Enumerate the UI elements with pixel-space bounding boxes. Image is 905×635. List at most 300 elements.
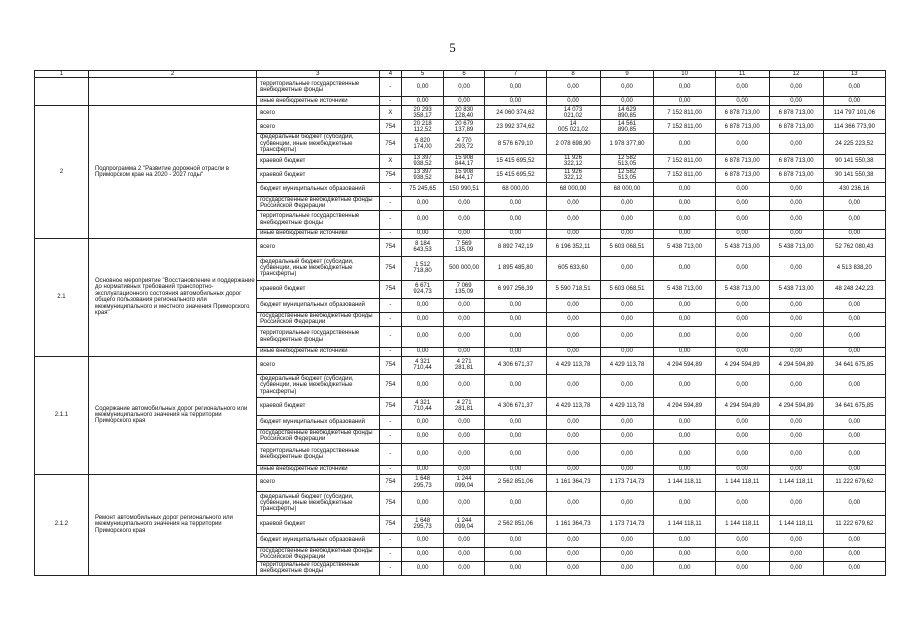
amount-cell: 7 152 811,00 (654, 154, 715, 168)
amount-cell: 14 561 890,85 (600, 120, 654, 134)
amount-cell: 0,00 (823, 547, 885, 561)
amount-cell: 0,00 (600, 533, 654, 547)
amount-cell: 0,00 (485, 196, 546, 210)
grbs-code-cell: 754 (379, 134, 402, 154)
amount-cell: 13 397 938,52 (402, 154, 444, 168)
amount-cell: 6 878 713,00 (715, 168, 769, 182)
amount-cell: 48 248 242,23 (823, 280, 885, 298)
funding-source-cell: бюджет муниципальных образований (257, 182, 379, 196)
amount-cell: 0,00 (715, 78, 769, 97)
amount-cell: 6 671 924,73 (402, 280, 444, 298)
funding-source-cell: бюджет муниципальных образований (257, 533, 379, 547)
amount-cell: 0,00 (823, 429, 885, 443)
grbs-code-cell: - (379, 429, 402, 443)
funding-source-cell: иные внебюджетные источники (257, 229, 379, 238)
amount-cell: 0,00 (715, 533, 769, 547)
amount-cell: 0,00 (769, 561, 823, 575)
grbs-code-cell: - (379, 210, 402, 229)
grbs-code-cell: - (379, 298, 402, 312)
amount-cell: 0,00 (443, 97, 485, 106)
funding-source-cell: федеральный бюджет (субсидии, субвенции, иные межбюджетные трансферты) (257, 374, 379, 397)
grbs-code-cell: - (379, 547, 402, 561)
amount-cell: 0,00 (402, 210, 444, 229)
amount-cell: 150 990,51 (443, 182, 485, 196)
amount-cell: 0,00 (715, 196, 769, 210)
amount-cell: 11 926 322,12 (546, 154, 600, 168)
funding-source-cell: государственные внебюджетные фонды Российской Федерации (257, 547, 379, 561)
amount-cell: 0,00 (654, 229, 715, 238)
amount-cell: 0,00 (769, 465, 823, 474)
amount-cell: 0,00 (769, 326, 823, 347)
amount-cell: 0,00 (600, 415, 654, 429)
amount-cell: 1 144 118,11 (715, 474, 769, 491)
amount-cell: 0,00 (823, 347, 885, 356)
amount-cell: 0,00 (546, 229, 600, 238)
amount-cell: 0,00 (402, 491, 444, 515)
grbs-code-cell: 754 (379, 397, 402, 415)
row-number-cell: 2 (35, 106, 89, 238)
amount-cell: 0,00 (402, 298, 444, 312)
amount-cell: 13 397 938,52 (402, 168, 444, 182)
amount-cell: 0,00 (546, 210, 600, 229)
amount-cell: 0,00 (654, 561, 715, 575)
amount-cell: 0,00 (402, 196, 444, 210)
amount-cell: 0,00 (654, 547, 715, 561)
grbs-code-cell: 754 (379, 280, 402, 298)
amount-cell: 0,00 (485, 326, 546, 347)
amount-cell: 4 294 594,89 (654, 356, 715, 374)
amount-cell: 0,00 (485, 374, 546, 397)
amount-cell: 0,00 (715, 312, 769, 326)
amount-cell: 4 271 281,81 (443, 356, 485, 374)
amount-cell: 114 366 773,90 (823, 120, 885, 134)
amount-cell: 15 908 844,17 (443, 154, 485, 168)
amount-cell: 0,00 (402, 547, 444, 561)
amount-cell: 68 000,00 (546, 182, 600, 196)
amount-cell: 0,00 (485, 465, 546, 474)
amount-cell: 114 797 101,06 (823, 106, 885, 120)
amount-cell: 1 161 364,73 (546, 515, 600, 533)
amount-cell: 0,00 (823, 298, 885, 312)
amount-cell: 0,00 (823, 326, 885, 347)
amount-cell: 11 222 679,62 (823, 474, 885, 491)
amount-cell: 6 997 256,39 (485, 280, 546, 298)
amount-cell: 68 000,00 (600, 182, 654, 196)
amount-cell: 0,00 (769, 443, 823, 465)
amount-cell: 24 225 223,52 (823, 134, 885, 154)
funding-source-cell: краевой бюджет (257, 154, 379, 168)
amount-cell: 0,00 (546, 429, 600, 443)
amount-cell: 0,00 (654, 182, 715, 196)
amount-cell: 0,00 (443, 415, 485, 429)
amount-cell: 0,00 (654, 298, 715, 312)
amount-cell: 0,00 (654, 210, 715, 229)
amount-cell: 0,00 (654, 415, 715, 429)
amount-cell: 0,00 (654, 443, 715, 465)
amount-cell: 1 512 718,80 (402, 256, 444, 280)
row-number-cell: 2.1 (35, 238, 89, 356)
amount-cell: 0,00 (715, 429, 769, 443)
amount-cell: 0,00 (443, 196, 485, 210)
amount-cell: 8 184 643,53 (402, 238, 444, 256)
amount-cell: 0,00 (823, 491, 885, 515)
grbs-code-cell: Х (379, 106, 402, 120)
amount-cell: 1 161 364,73 (546, 474, 600, 491)
amount-cell: 0,00 (600, 229, 654, 238)
amount-cell: 0,00 (485, 229, 546, 238)
amount-cell: 6 878 713,00 (769, 154, 823, 168)
amount-cell: 0,00 (600, 347, 654, 356)
funding-source-cell: всего (257, 356, 379, 374)
amount-cell: 0,00 (654, 196, 715, 210)
row-name-cell (88, 78, 256, 106)
amount-cell: 4 321 710,44 (402, 356, 444, 374)
amount-cell: 430 236,16 (823, 182, 885, 196)
amount-cell: 15 908 844,17 (443, 168, 485, 182)
column-number-cell: 3 (257, 71, 379, 78)
row-number-cell (35, 78, 89, 106)
amount-cell: 500 000,00 (443, 256, 485, 280)
amount-cell: 0,00 (715, 465, 769, 474)
amount-cell: 0,00 (546, 491, 600, 515)
amount-cell: 0,00 (823, 196, 885, 210)
column-numbers-row (35, 71, 886, 78)
amount-cell: 0,00 (823, 97, 885, 106)
amount-cell: 8 892 742,19 (485, 238, 546, 256)
amount-cell: 4 321 710,44 (402, 397, 444, 415)
funding-source-cell: всего (257, 120, 379, 134)
amount-cell: 0,00 (769, 533, 823, 547)
amount-cell: 0,00 (715, 97, 769, 106)
amount-cell: 0,00 (823, 78, 885, 97)
column-number-cell: 9 (600, 71, 654, 78)
amount-cell: 68 000,00 (485, 182, 546, 196)
amount-cell: 0,00 (823, 210, 885, 229)
budget-table (34, 70, 886, 576)
amount-cell: 14 005 021,02 (546, 120, 600, 134)
grbs-code-cell: - (379, 347, 402, 356)
amount-cell: 90 141 550,38 (823, 154, 885, 168)
grbs-code-cell: 754 (379, 238, 402, 256)
amount-cell: 34 641 675,85 (823, 397, 885, 415)
amount-cell: 1 173 714,73 (600, 474, 654, 491)
amount-cell: 0,00 (654, 134, 715, 154)
amount-cell: 0,00 (600, 465, 654, 474)
amount-cell: 5 590 718,51 (546, 280, 600, 298)
funding-source-cell: всего (257, 106, 379, 120)
amount-cell: 0,00 (485, 78, 546, 97)
amount-cell: 0,00 (600, 491, 654, 515)
funding-source-cell: бюджет муниципальных образований (257, 415, 379, 429)
amount-cell: 15 415 695,52 (485, 154, 546, 168)
amount-cell: 0,00 (769, 312, 823, 326)
amount-cell: 0,00 (546, 443, 600, 465)
amount-cell: 0,00 (402, 443, 444, 465)
amount-cell: 2 562 851,06 (485, 474, 546, 491)
funding-source-cell: федеральный бюджет (субсидии, субвенции, иные межбюджетные трансферты) (257, 491, 379, 515)
amount-cell: 0,00 (715, 374, 769, 397)
amount-cell: 0,00 (654, 312, 715, 326)
funding-source-cell: федеральный бюджет (субсидии, субвенции, иные межбюджетные трансферты) (257, 134, 379, 154)
amount-cell: 0,00 (546, 547, 600, 561)
amount-cell: 0,00 (402, 429, 444, 443)
amount-cell: 0,00 (769, 78, 823, 97)
amount-cell: 11 222 679,62 (823, 515, 885, 533)
amount-cell: 0,00 (769, 210, 823, 229)
amount-cell: 0,00 (823, 374, 885, 397)
amount-cell: 0,00 (443, 429, 485, 443)
amount-cell: 0,00 (600, 547, 654, 561)
amount-cell: 0,00 (715, 347, 769, 356)
amount-cell: 0,00 (485, 443, 546, 465)
amount-cell: 0,00 (654, 97, 715, 106)
amount-cell: 5 438 713,00 (769, 280, 823, 298)
amount-cell: 4 429 113,78 (600, 356, 654, 374)
amount-cell: 0,00 (769, 134, 823, 154)
amount-cell: 1 244 099,04 (443, 515, 485, 533)
amount-cell: 0,00 (600, 256, 654, 280)
amount-cell: 0,00 (715, 229, 769, 238)
row-name-cell: Подпрограмма 2 "Развитие дорожной отрасли в Приморском крае на 2020 - 2027 годы" (88, 106, 256, 238)
grbs-code-cell: - (379, 443, 402, 465)
amount-cell: 0,00 (402, 78, 444, 97)
amount-cell: 0,00 (443, 465, 485, 474)
amount-cell: 0,00 (823, 443, 885, 465)
funding-source-cell: территориальные государственные внебюджетные фонды (257, 443, 379, 465)
grbs-code-cell: 754 (379, 256, 402, 280)
funding-source-cell: государственные внебюджетные фонды Российской Федерации (257, 196, 379, 210)
funding-source-cell: государственные внебюджетные фонды Российской Федерации (257, 312, 379, 326)
amount-cell: 4 294 594,89 (769, 397, 823, 415)
table-row (35, 78, 886, 97)
amount-cell: 0,00 (823, 415, 885, 429)
grbs-code-cell: Х (379, 154, 402, 168)
amount-cell: 0,00 (715, 443, 769, 465)
amount-cell: 0,00 (600, 298, 654, 312)
amount-cell: 4 429 113,78 (546, 356, 600, 374)
amount-cell: 5 438 713,00 (769, 238, 823, 256)
amount-cell: 0,00 (402, 326, 444, 347)
amount-cell: 0,00 (546, 347, 600, 356)
amount-cell: 0,00 (485, 491, 546, 515)
table-row (35, 106, 886, 120)
amount-cell: 4 294 594,89 (769, 356, 823, 374)
column-number-cell: 12 (769, 71, 823, 78)
amount-cell: 20 830 128,40 (443, 106, 485, 120)
amount-cell: 0,00 (546, 374, 600, 397)
funding-source-cell: всего (257, 474, 379, 491)
amount-cell: 1 144 118,11 (654, 515, 715, 533)
funding-source-cell: федеральный бюджет (субсидии, субвенции, иные межбюджетные трансферты) (257, 256, 379, 280)
amount-cell: 6 878 713,00 (769, 106, 823, 120)
grbs-code-cell: 754 (379, 356, 402, 374)
amount-cell: 0,00 (402, 415, 444, 429)
amount-cell: 0,00 (769, 429, 823, 443)
page-number: 5 (449, 40, 456, 55)
amount-cell: 4 770 293,72 (443, 134, 485, 154)
amount-cell: 7 152 811,00 (654, 106, 715, 120)
grbs-code-cell: 754 (379, 474, 402, 491)
amount-cell: 0,00 (443, 347, 485, 356)
amount-cell: 0,00 (769, 374, 823, 397)
grbs-code-cell: 754 (379, 120, 402, 134)
amount-cell: 4 306 671,37 (485, 397, 546, 415)
amount-cell: 0,00 (715, 547, 769, 561)
amount-cell: 0,00 (823, 229, 885, 238)
amount-cell: 4 294 594,89 (654, 397, 715, 415)
amount-cell: 20 293 358,17 (402, 106, 444, 120)
amount-cell: 14 629 890,85 (600, 106, 654, 120)
amount-cell: 20 679 137,89 (443, 120, 485, 134)
amount-cell: 0,00 (443, 547, 485, 561)
amount-cell: 0,00 (402, 561, 444, 575)
amount-cell: 0,00 (402, 97, 444, 106)
amount-cell: 4 271 281,81 (443, 397, 485, 415)
row-number-cell: 2.1.2 (35, 474, 89, 575)
amount-cell: 20 218 112,52 (402, 120, 444, 134)
grbs-code-cell: - (379, 465, 402, 474)
amount-cell: 0,00 (715, 415, 769, 429)
funding-source-cell: краевой бюджет (257, 280, 379, 298)
amount-cell: 0,00 (485, 312, 546, 326)
amount-cell: 0,00 (485, 547, 546, 561)
amount-cell: 6 878 713,00 (769, 168, 823, 182)
amount-cell: 0,00 (546, 312, 600, 326)
amount-cell: 8 576 679,10 (485, 134, 546, 154)
amount-cell: 5 603 068,51 (600, 238, 654, 256)
amount-cell: 0,00 (715, 561, 769, 575)
amount-cell: 0,00 (443, 443, 485, 465)
amount-cell: 4 429 113,78 (546, 397, 600, 415)
amount-cell: 6 878 713,00 (715, 120, 769, 134)
amount-cell: 12 582 513,05 (600, 154, 654, 168)
amount-cell: 0,00 (654, 374, 715, 397)
amount-cell: 0,00 (715, 210, 769, 229)
amount-cell: 4 429 113,78 (600, 397, 654, 415)
amount-cell: 52 762 080,43 (823, 238, 885, 256)
funding-source-cell: территориальные государственные внебюджетные фонды (257, 326, 379, 347)
grbs-code-cell: - (379, 182, 402, 196)
funding-source-cell: краевой бюджет (257, 397, 379, 415)
amount-cell: 4 513 838,20 (823, 256, 885, 280)
column-number-cell: 11 (715, 71, 769, 78)
amount-cell: 0,00 (769, 182, 823, 196)
amount-cell: 0,00 (600, 561, 654, 575)
amount-cell: 6 820 174,00 (402, 134, 444, 154)
amount-cell: 0,00 (546, 298, 600, 312)
amount-cell: 1 144 118,11 (654, 474, 715, 491)
amount-cell: 4 294 594,89 (715, 356, 769, 374)
amount-cell: 0,00 (485, 415, 546, 429)
amount-cell: 0,00 (546, 561, 600, 575)
amount-cell: 7 069 135,09 (443, 280, 485, 298)
funding-source-cell: краевой бюджет (257, 168, 379, 182)
amount-cell: 6 196 352,11 (546, 238, 600, 256)
amount-cell: 0,00 (485, 429, 546, 443)
funding-source-cell: территориальные государственные внебюджетные фонды (257, 78, 379, 97)
amount-cell: 5 438 713,00 (715, 280, 769, 298)
grbs-code-cell: - (379, 415, 402, 429)
funding-source-cell: иные внебюджетные источники (257, 97, 379, 106)
table-body (35, 71, 886, 576)
amount-cell: 2 562 851,06 (485, 515, 546, 533)
amount-cell: 0,00 (769, 229, 823, 238)
column-number-cell: 1 (35, 71, 89, 78)
column-number-cell: 13 (823, 71, 885, 78)
grbs-code-cell: 754 (379, 168, 402, 182)
amount-cell: 90 141 550,38 (823, 168, 885, 182)
funding-source-cell: краевой бюджет (257, 515, 379, 533)
amount-cell: 5 603 068,51 (600, 280, 654, 298)
amount-cell: 0,00 (654, 491, 715, 515)
grbs-code-cell: - (379, 78, 402, 97)
amount-cell: 75 245,65 (402, 182, 444, 196)
column-number-cell: 10 (654, 71, 715, 78)
grbs-code-cell: 754 (379, 374, 402, 397)
amount-cell: 0,00 (823, 561, 885, 575)
grbs-code-cell: 754 (379, 515, 402, 533)
amount-cell: 0,00 (546, 97, 600, 106)
amount-cell: 1 144 118,11 (715, 515, 769, 533)
amount-cell: 0,00 (402, 533, 444, 547)
amount-cell: 0,00 (546, 78, 600, 97)
amount-cell: 0,00 (443, 312, 485, 326)
funding-source-cell: территориальные государственные внебюджетные фонды (257, 210, 379, 229)
amount-cell: 2 078 698,90 (546, 134, 600, 154)
amount-cell: 0,00 (485, 298, 546, 312)
amount-cell: 0,00 (654, 326, 715, 347)
amount-cell: 0,00 (715, 298, 769, 312)
amount-cell: 0,00 (769, 256, 823, 280)
amount-cell: 0,00 (443, 491, 485, 515)
table-row (35, 356, 886, 374)
amount-cell: 0,00 (443, 78, 485, 97)
amount-cell: 0,00 (600, 210, 654, 229)
column-number-cell: 8 (546, 71, 600, 78)
amount-cell: 24 060 374,62 (485, 106, 546, 120)
grbs-code-cell: - (379, 326, 402, 347)
amount-cell: 0,00 (654, 429, 715, 443)
amount-cell: 7 569 135,09 (443, 238, 485, 256)
amount-cell: 0,00 (443, 210, 485, 229)
table-row (35, 238, 886, 256)
row-number-cell: 2.1.1 (35, 356, 89, 474)
amount-cell: 1 978 377,80 (600, 134, 654, 154)
amount-cell: 0,00 (715, 491, 769, 515)
row-name-cell: Содержание автомобильных дорог регионального или межмуниципального значения на территории Приморского края (88, 356, 256, 474)
amount-cell: 0,00 (715, 326, 769, 347)
amount-cell: 0,00 (485, 347, 546, 356)
funding-source-cell: иные внебюджетные источники (257, 347, 379, 356)
amount-cell: 0,00 (402, 347, 444, 356)
amount-cell: 6 878 713,00 (715, 154, 769, 168)
amount-cell: 0,00 (654, 78, 715, 97)
amount-cell: 34 641 675,85 (823, 356, 885, 374)
amount-cell: 0,00 (600, 374, 654, 397)
grbs-code-cell: - (379, 312, 402, 326)
amount-cell: 0,00 (654, 465, 715, 474)
amount-cell: 0,00 (600, 443, 654, 465)
amount-cell: 0,00 (546, 533, 600, 547)
amount-cell: 0,00 (402, 229, 444, 238)
amount-cell: 0,00 (485, 97, 546, 106)
amount-cell: 605 633,60 (546, 256, 600, 280)
amount-cell: 0,00 (715, 182, 769, 196)
amount-cell: 0,00 (600, 312, 654, 326)
column-number-cell: 4 (379, 71, 402, 78)
amount-cell: 0,00 (600, 196, 654, 210)
amount-cell: 1 648 295,73 (402, 515, 444, 533)
